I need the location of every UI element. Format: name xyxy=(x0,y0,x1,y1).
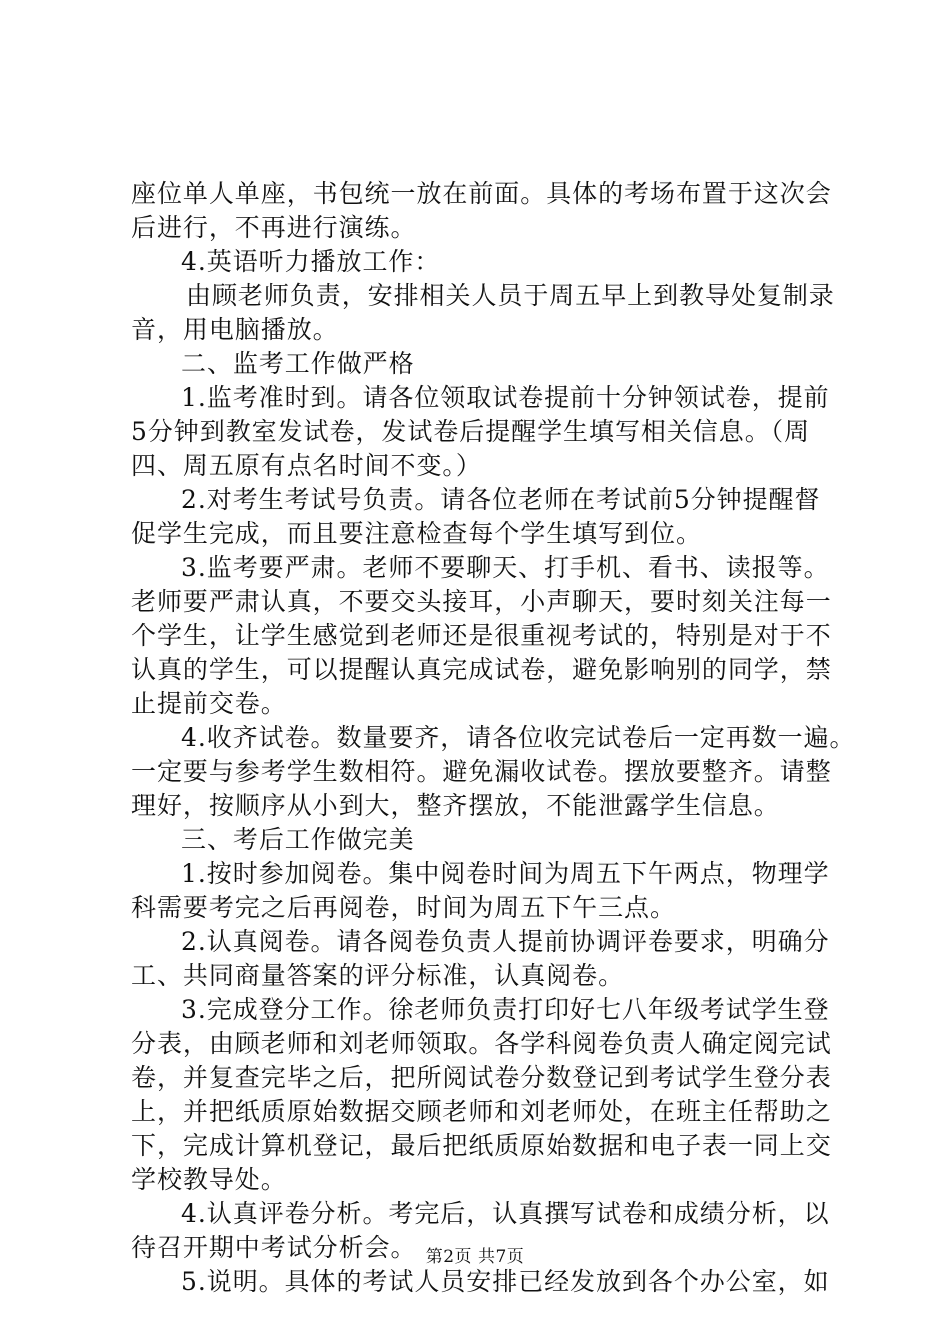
paragraph-line: 座位单人单座，书包统一放在前面。具体的考场布置于这次会 xyxy=(131,179,832,208)
paragraph-line: 4.认真评卷分析。考完后，认真撰写试卷和成绩分析，以 xyxy=(181,1199,830,1228)
paragraph-line: 个学生，让学生感觉到老师还是很重视考试的，特别是对于不 xyxy=(131,621,832,650)
document-body xyxy=(131,177,856,1299)
paragraph-line: 2.对考生考试号负责。请各位老师在考试前5分钟提醒督 xyxy=(181,485,821,514)
paragraph-line: 老师要严肃认真，不要交头接耳，小声聊天，要时刻关注每一 xyxy=(131,587,832,616)
paragraph-line: 5分钟到教室发试卷，发试卷后提醒学生填写相关信息。（周 xyxy=(131,417,811,446)
paragraph-line: 1.监考准时到。请各位领取试卷提前十分钟领试卷，提前 xyxy=(181,383,830,412)
paragraph-line: 4.英语听力播放工作： xyxy=(181,247,441,276)
paragraph-line: 分表，由顾老师和刘老师领取。各学科阅卷负责人确定阅完试 xyxy=(131,1029,832,1058)
paragraph-line: 音，用电脑播放。 xyxy=(131,315,339,344)
paragraph-line: 3.完成登分工作。徐老师负责打印好七八年级考试学生登 xyxy=(181,995,830,1024)
paragraph-line: 由顾老师负责，安排相关人员于周五早上到教导处复制录 xyxy=(186,281,835,310)
paragraph-line: 止提前交卷。 xyxy=(131,689,287,718)
paragraph-line: 学校教导处。 xyxy=(131,1165,287,1194)
paragraph-line: 3.监考要严肃。老师不要聊天、打手机、看书、读报等。 xyxy=(181,553,830,582)
paragraph-line: 四、周五原有点名时间不变。） xyxy=(131,451,482,480)
paragraph-line: 卷，并复查完毕之后，把所阅试卷分数登记到考试学生登分表 xyxy=(131,1063,832,1092)
paragraph-line: 待召开期中考试分析会。 xyxy=(131,1233,417,1262)
paragraph-line: 下，完成计算机登记，最后把纸质原始数据和电子表一同上交 xyxy=(131,1131,832,1160)
paragraph-line: 科需要考完之后再阅卷，时间为周五下午三点。 xyxy=(131,893,676,922)
paragraph-line: 上，并把纸质原始数据交顾老师和刘老师处，在班主任帮助之 xyxy=(131,1097,832,1126)
paragraph-line: 工、共同商量答案的评分标准，认真阅卷。 xyxy=(131,961,625,990)
paragraph-line: 促学生完成，而且要注意检查每个学生填写到位。 xyxy=(131,519,702,548)
paragraph-line: 5.说明。具体的考试人员安排已经发放到各个办公室，如 xyxy=(181,1267,830,1296)
paragraph-line: 认真的学生，可以提醒认真完成试卷，避免影响别的同学，禁 xyxy=(131,655,832,684)
paragraph-line: 后进行，不再进行演练。 xyxy=(131,213,417,242)
page-number-footer: 第2页 共7页 xyxy=(425,1247,525,1267)
paragraph-line: 一定要与参考学生数相符。避免漏收试卷。摆放要整齐。请整 xyxy=(131,757,832,786)
paragraph-line: 2.认真阅卷。请各阅卷负责人提前协调评卷要求，明确分 xyxy=(181,927,830,956)
paragraph-line: 二、监考工作做严格 xyxy=(181,349,415,378)
paragraph-line: 理好，按顺序从小到大，整齐摆放，不能泄露学生信息。 xyxy=(131,791,780,820)
paragraph-line: 1.按时参加阅卷。集中阅卷时间为周五下午两点，物理学 xyxy=(181,859,830,888)
paragraph-line: 4.收齐试卷。数量要齐，请各位收完试卷后一定再数一遍。 xyxy=(181,723,856,752)
paragraph-line: 三、考后工作做完美 xyxy=(181,825,415,854)
